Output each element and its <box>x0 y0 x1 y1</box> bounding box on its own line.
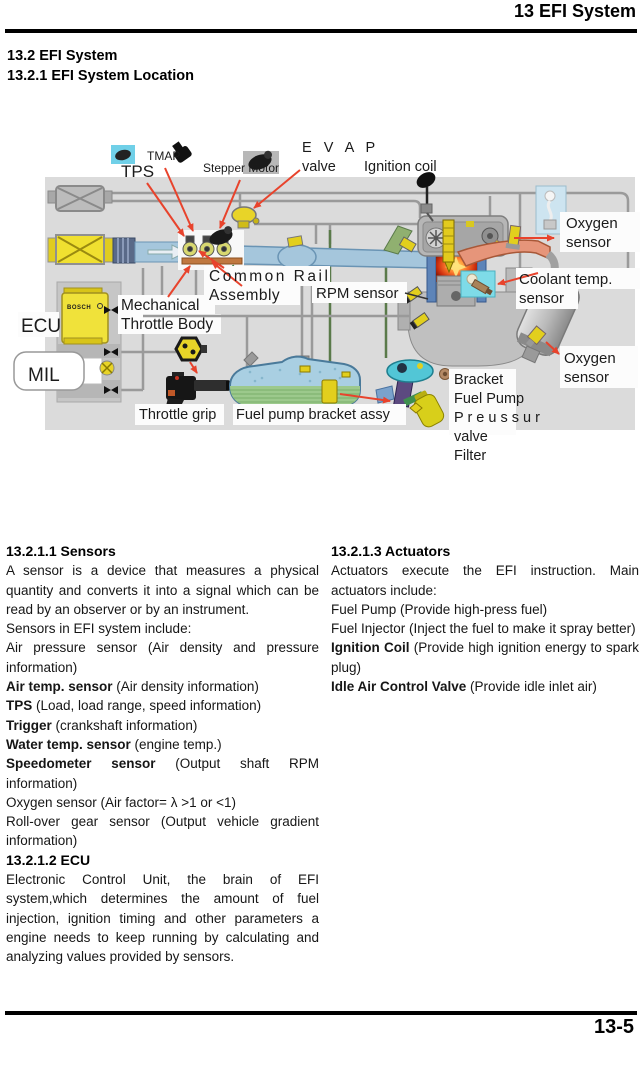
actuator-item: Fuel Pump (Provide high-press fuel) <box>331 601 548 617</box>
sensor-item: Oxygen sensor (Air factor= λ >1 or <1) <box>6 794 236 810</box>
label-tps: TPS <box>121 162 155 181</box>
label-oxygen-bottom-2: sensor <box>564 369 610 386</box>
actuators-heading: 13.2.1.3 Actuators <box>331 543 451 559</box>
label-common-rail-2: Assembly <box>209 287 281 304</box>
sensors-heading: 13.2.1.1 Sensors <box>6 543 116 559</box>
label-mechanical: Mechanical <box>121 297 200 314</box>
sensors-para1: A sensor is a device that measures a physical quantity and converts it into a signal which can be read by an observer or by an instrument. <box>6 563 319 617</box>
label-bracket-3: P r e u s s u r <box>454 410 540 426</box>
sensor-item: Air temp. sensor (Air density information) <box>6 679 259 695</box>
sensor-item: Speedometer sensor (Output shaft RPM information) <box>6 756 319 791</box>
bosch-logo: BOSCH <box>67 305 92 311</box>
air-box <box>48 186 112 211</box>
sensors-para2: Sensors in EFI system include: <box>6 621 192 637</box>
actuators-intro: Actuators execute the EFI instruction. Main actuators include: <box>331 563 639 598</box>
ecu-heading: 13.2.1.2 ECU <box>6 851 91 868</box>
sensor-item: Air pressure sensor (Air density and pressure information) <box>6 640 319 675</box>
label-bracket-2: Fuel Pump <box>454 391 525 407</box>
ecu-body: Electronic Control Unit, the brain of EFI system,which determines the amount of fuel injection, ignition timing and other parameters a engine needs to keep running by calculating and analyzing values provided by sensors. <box>6 872 319 965</box>
label-fuel-pump-bracket: Fuel pump bracket assy <box>236 407 390 423</box>
label-bracket-5: Filter <box>454 448 487 464</box>
footer-rule <box>5 1011 637 1015</box>
subsection-heading: 13.2.1 EFI System Location <box>7 68 194 84</box>
label-oxygen-top-2: sensor <box>566 234 612 251</box>
label-throttle-grip: Throttle grip <box>139 407 217 423</box>
coolant-sensor-photo <box>461 271 495 297</box>
sensor-item: Trigger (crankshaft information) <box>6 717 198 733</box>
page-title: 13 EFI System <box>513 1 636 21</box>
sensor-item: Roll-over gear sensor (Output vehicle gradient information) <box>6 814 319 849</box>
actuator-item: Ignition Coil (Provide high ignition energy to spark plug) <box>331 640 639 675</box>
in-tank-fuel-pump <box>322 380 337 403</box>
section-heading: 13.2 EFI System <box>7 48 118 64</box>
label-coolant-2: sensor <box>519 290 565 307</box>
label-oxygen-bottom-1: Oxygen <box>564 350 616 367</box>
label-rpm-sensor: RPM sensor <box>316 285 399 302</box>
actuators-column <box>331 542 639 696</box>
map-sensor-icon <box>287 236 302 247</box>
sensor-item: TPS (Load, load range, speed information) <box>6 698 262 714</box>
label-bracket-1: Bracket <box>454 372 504 388</box>
actuator-item: Fuel Injector (Inject the fuel to make it spray better) <box>331 621 636 637</box>
label-stepper-motor: Stepper Motor <box>203 161 280 175</box>
sensors-column <box>6 542 319 967</box>
page-number: 13-5 <box>593 1016 634 1038</box>
label-bracket-4: valve <box>454 429 488 445</box>
label-tmap: TMAP <box>147 149 181 163</box>
label-coolant-1: Coolant temp. <box>519 271 613 288</box>
label-ecu: ECU <box>21 316 62 337</box>
label-oxygen-top-1: Oxygen <box>566 215 618 232</box>
label-mil: MIL <box>28 365 60 386</box>
fuel-injector-icon <box>443 220 454 262</box>
efi-system-diagram <box>0 0 642 480</box>
sensor-item: Water temp. sensor (engine temp.) <box>6 736 222 752</box>
label-ignition-coil: Ignition coil <box>364 159 437 175</box>
label-common-rail-1: Common Rail <box>209 268 331 285</box>
label-evap-2: valve <box>302 159 336 175</box>
label-evap-1: E V A P <box>302 140 380 156</box>
label-throttle-body: Throttle Body <box>121 316 214 333</box>
actuator-item: Idle Air Control Valve (Provide idle inlet air) <box>331 679 597 695</box>
